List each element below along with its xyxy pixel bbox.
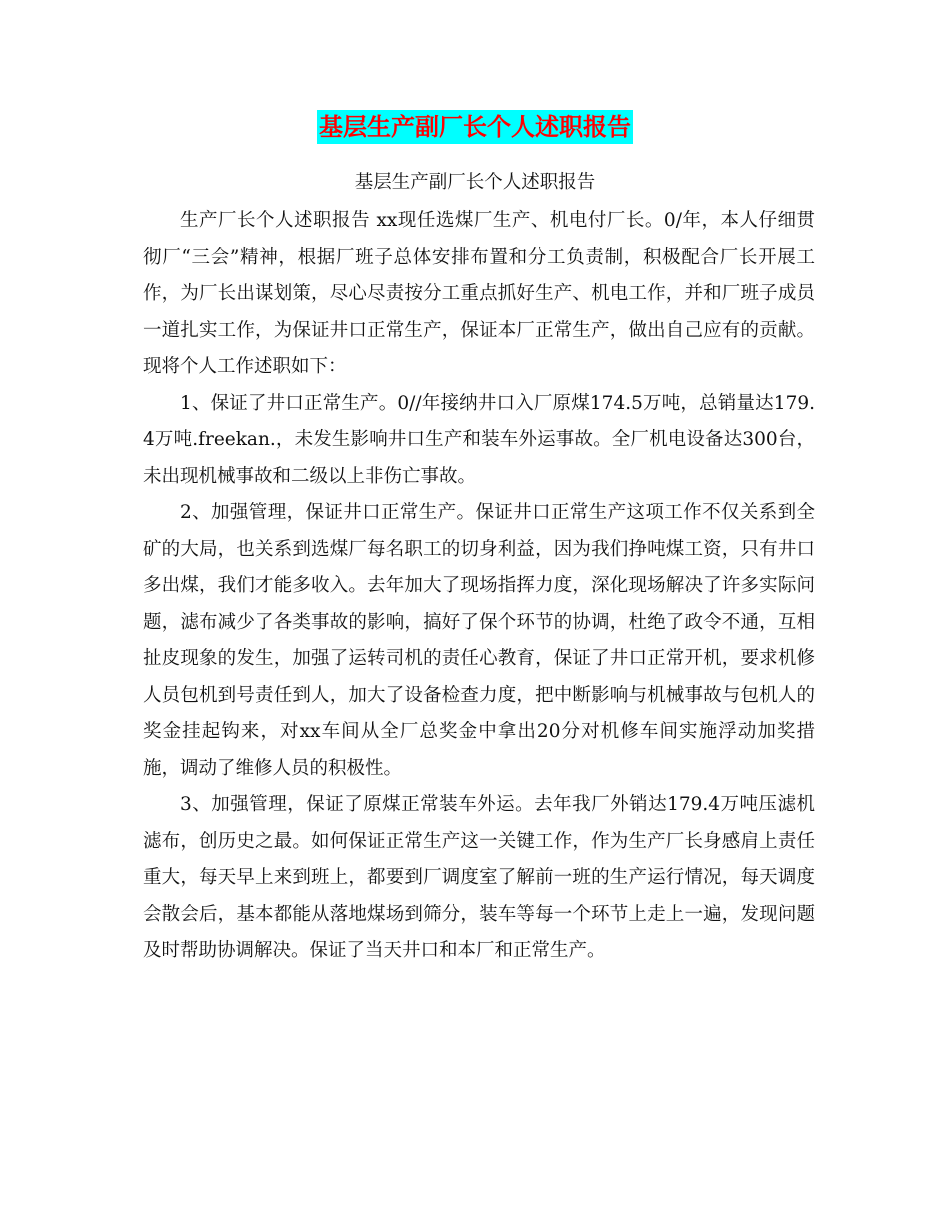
paragraph-3: 3、加强管理，保证了原煤正常装车外运。去年我厂外销达179.4万吨压滤机滤布，创历史之最。如何保证正常生产这一关键工作，作为生产厂长身感肩上责任重大，每天早上来到班上，都要到厂调度室了解前一班的生产运行情况，每天调度会散会后，基本都能从落地煤场到筛分，装车等每一个环节上走上一遍，发现问题及时帮助协调解决。保证了当天井口和本厂和正常生产。: [143, 794, 815, 961]
document-body: [143, 203, 815, 970]
paragraph-intro: 生产厂长个人述职报告 xx现任选煤厂生产、机电付厂长。0/年，本人仔细贯彻厂“三会”精神，根据厂班子总体安排布置和分工负责制，积极配合厂长开展工作，为厂长出谋划策，尽心尽责按分工重点抓好生产、机电工作，并和厂班子成员一道扎实工作，为保证井口正常生产，保证本厂正常生产，做出自己应有的贡献。现将个人工作述职如下：: [143, 210, 815, 377]
title-container: [0, 110, 950, 144]
paragraph-2: 2、加强管理，保证井口正常生产。保证井口正常生产这项工作不仅关系到全矿的大局，也关系到选煤厂每名职工的切身利益，因为我们挣吨煤工资，只有井口多出煤，我们才能多收入。去年加大了现场指挥力度，深化现场解决了许多实际问题，滤布减少了各类事故的影响，搞好了保个环节的协调，杜绝了政令不通，互相扯皮现象的发生，加强了运转司机的责任心教育，保证了井口正常开机，要求机修人员包机到号责任到人，加大了设备检查力度，把中断影响与机械事故与包机人的奖金挂起钩来，对xx车间从全厂总奖金中拿出20分对机修车间实施浮动加奖措施，调动了维修人员的积极性。: [143, 502, 815, 779]
document-subtitle: 基层生产副厂长个人述职报告: [354, 172, 596, 193]
paragraph-1: 1、保证了井口正常生产。0//年接纳井口入厂原煤174.5万吨，总销量达179.4万吨.freekan.，未发生影响井口生产和装车外运事故。全厂机电设备达300台，未出现机械事故和二级以上非伤亡事故。: [143, 392, 815, 487]
document-title: 基层生产副厂长个人述职报告: [317, 110, 633, 144]
